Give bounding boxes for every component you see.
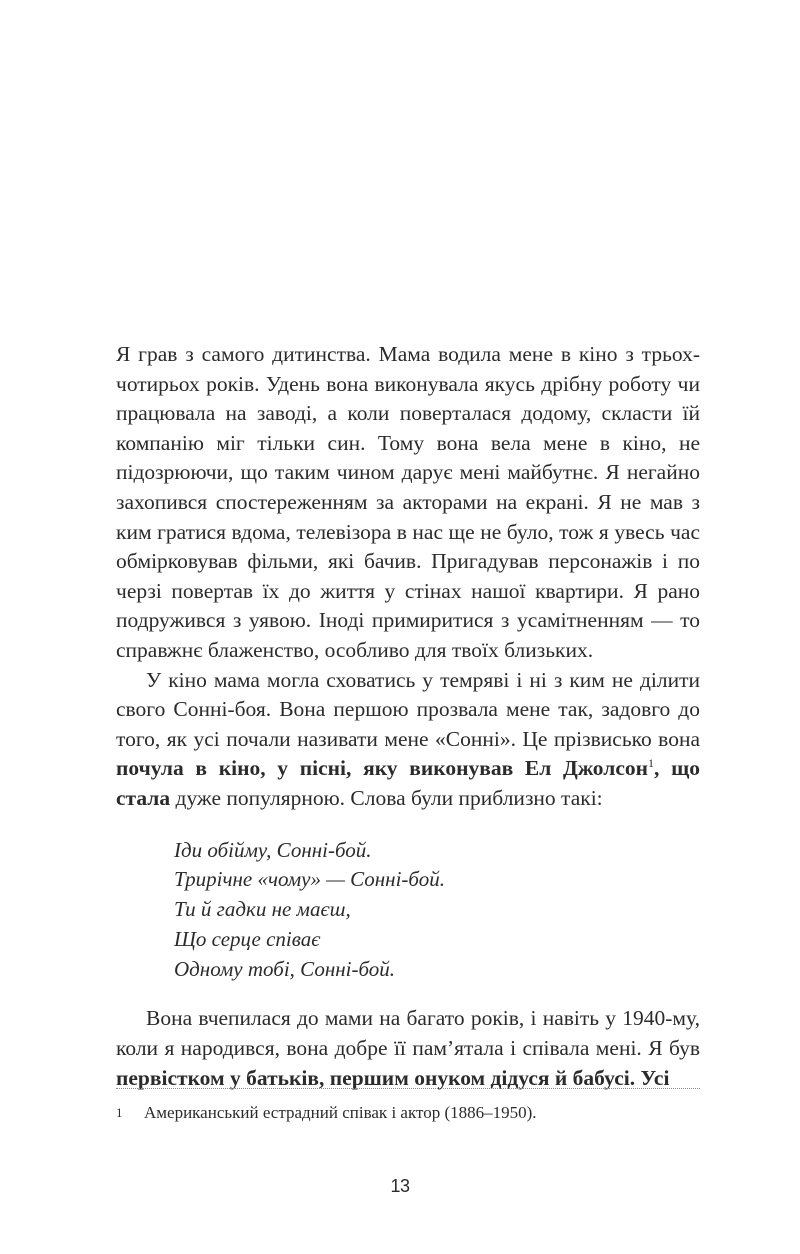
footnote-number: 1 bbox=[116, 1105, 123, 1120]
paragraph-1: Я грав з самого дитинства. Мама водила мене в кіно з трьох-чотирьох років. Удень вона виконувала якусь дрібну роботу чи працювала на заводі, а коли поверталася додому, скласти їй компанію міг тільки син. Тому вона вела мене в кіно, не підозрюючи, що таким чином дарує мені майбутнє. Я негайно захопився спостереженням за акторами на екрані. Я не мав з ким гратися вдома, телевізора в нас ще не було, тож я увесь час обмірковував фільми, які бачив. Пригадував персонажів і по черзі повертав їх до життя у стінах нашої квартири. Я рано подружився з уявою. Іноді примиритися з усамітненням — то справжнє блаженство, особливо для твоїх близьких. bbox=[116, 342, 700, 662]
footnote-reference[interactable]: 1 bbox=[648, 756, 655, 771]
page-number: 13 bbox=[390, 1176, 410, 1196]
paragraph-2-part-d: дуже популярною. Слова були приблизно такі: bbox=[170, 785, 603, 810]
lyric-line: Що серце співає bbox=[174, 926, 321, 951]
footnote bbox=[116, 1102, 700, 1124]
paragraph-2 bbox=[116, 666, 700, 814]
paragraph-2-part-c: , що стала bbox=[116, 756, 700, 810]
lyric-line: Ти й гадки не маєш, bbox=[174, 897, 351, 922]
paragraph-3-part-a: Вона вчепилася до мами на багато років, і навіть у 1940-му, коли я народився, вона добре її пам’ятала і співала мені. Я був bbox=[116, 1006, 700, 1061]
paragraph-3-part-b: первістком у батьків, першим онуком дідуся й бабусі. Усі bbox=[116, 1065, 670, 1090]
song-lyrics bbox=[174, 836, 700, 985]
footnote-divider bbox=[116, 1088, 700, 1089]
paragraph-2-part-a: У кіно мама могла сховатись у темряві і ні з ким не ділити свого Сонні-боя. Вона першою прозвала мене так, задовго до того, як усі почали називати мене «Сонні». Це прізвисько вона bbox=[116, 667, 700, 751]
lyric-line: Трирічне «чому» — Сонні-бой. bbox=[174, 867, 445, 892]
footnote-text: Американський естрадний співак і актор (1886–1950). bbox=[144, 1103, 537, 1122]
lyric-line: Іди обійму, Сонні-бой. bbox=[174, 837, 372, 862]
paragraph-3 bbox=[116, 1004, 700, 1093]
lyric-line: Одному тобі, Сонні-бой. bbox=[174, 956, 396, 981]
page-body bbox=[116, 340, 700, 1093]
paragraph-2-part-b: почула в кіно, у пісні, яку виконував Ел Джолсон bbox=[116, 756, 649, 781]
